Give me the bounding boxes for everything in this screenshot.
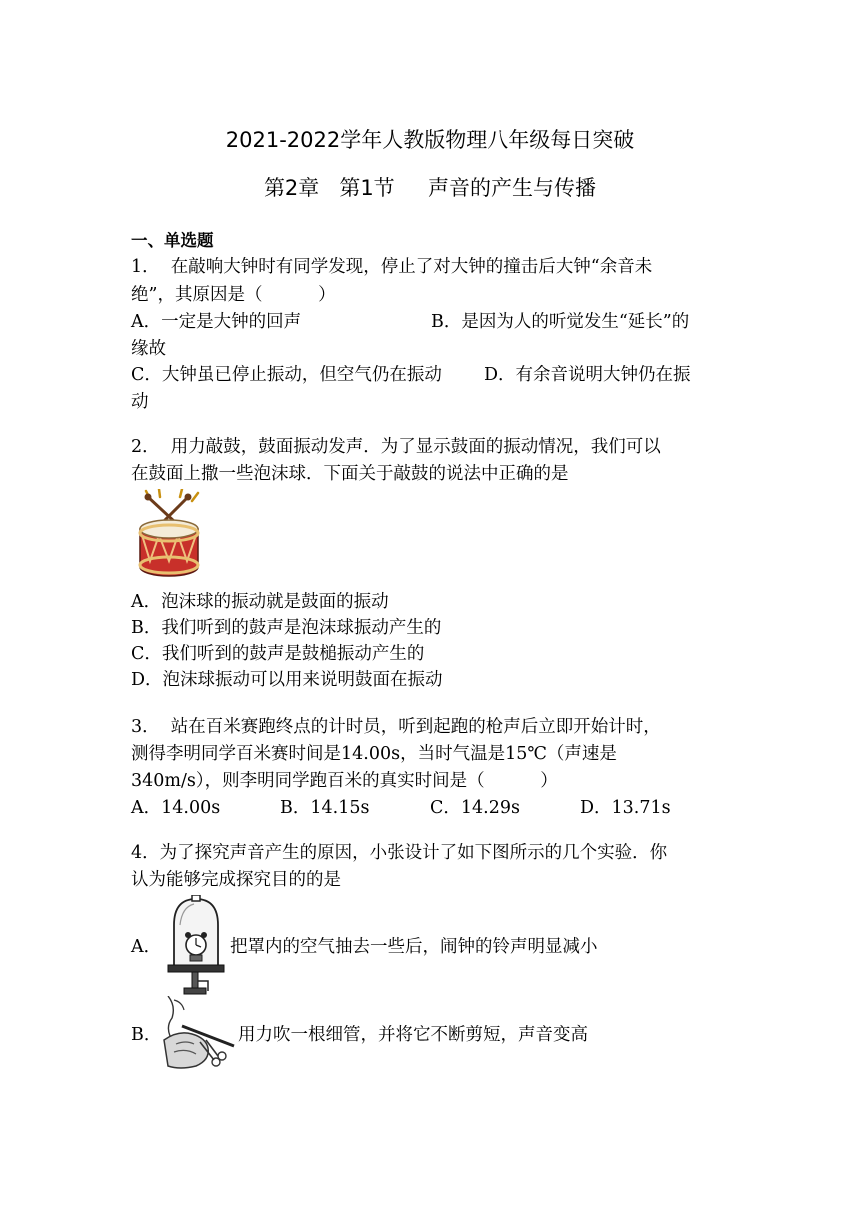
- q3-stem-line2: 测得李明同学百米赛时间是14.00s，当时气温是15℃（声速是: [131, 744, 617, 764]
- section-heading: 一、单选题: [131, 231, 214, 250]
- q1-option-c: C．大钟虽已停止振动，但空气仍在振动: [131, 365, 442, 385]
- q4-option-b-text: 用力吹一根细管，并将它不断剪短，声音变高: [238, 1025, 588, 1045]
- q3-option-a: A．14.00s: [131, 798, 221, 818]
- q4-option-a-label: A．: [131, 937, 162, 957]
- q3-stem-line3: 340m/s），则李明同学跑百米的真实时间是（ ）: [131, 771, 558, 791]
- q3-option-b: B．14.15s: [280, 798, 370, 818]
- q3-stem-line1: 3． 站在百米赛跑终点的计时员，听到起跑的枪声后立即开始计时，: [131, 717, 661, 737]
- chapter-subtitle: 第2章 第1节 声音的产生与传播: [263, 176, 597, 200]
- q3-option-c: C．14.29s: [430, 798, 520, 818]
- q3-option-d: D．13.71s: [580, 798, 671, 818]
- q2-option-c: C．我们听到的鼓声是鼓槌振动产生的: [131, 644, 425, 664]
- q2-option-a: A．泡沫球的振动就是鼓面的振动: [131, 592, 389, 612]
- q2-option-d: D．泡沫球振动可以用来说明鼓面在振动: [131, 670, 443, 690]
- q1-option-b-cont: 缘故: [131, 339, 166, 359]
- bell-jar-alarm-clock-illustration: [164, 895, 228, 999]
- q1-stem-line1: 1． 在敲响大钟时有同学发现，停止了对大钟的撞击后大钟“余音未: [131, 257, 653, 277]
- q1-option-b: B．是因为人的听觉发生“延长”的: [431, 312, 690, 332]
- q4-stem-line2: 认为能够完成探究目的的是: [131, 870, 341, 890]
- document-title: 2021-2022学年人教版物理八年级每日突破: [225, 128, 635, 152]
- drum-illustration: [132, 489, 206, 585]
- q4-option-a-text: 把罩内的空气抽去一些后，闹钟的铃声明显减小: [230, 937, 598, 957]
- q1-option-a: A．一定是大钟的回声: [131, 312, 302, 332]
- q1-option-d-cont: 动: [131, 392, 149, 412]
- q1-stem-line2: 绝”，其原因是（ ）: [131, 285, 336, 305]
- q4-option-b-label: B．: [131, 1025, 162, 1045]
- q4-stem-line1: 4．为了探究声音产生的原因，小张设计了如下图所示的几个实验．你: [131, 843, 668, 863]
- q2-option-b: B．我们听到的鼓声是泡沫球振动产生的: [131, 618, 442, 638]
- blowing-straw-illustration: [162, 996, 238, 1072]
- q2-stem-line1: 2． 用力敲鼓，鼓面振动发声．为了显示鼓面的振动情况，我们可以: [131, 437, 661, 457]
- q2-stem-line2: 在鼓面上撒一些泡沫球．下面关于敲鼓的说法中正确的是: [131, 464, 569, 484]
- q1-option-d: D．有余音说明大钟仍在振: [484, 365, 691, 385]
